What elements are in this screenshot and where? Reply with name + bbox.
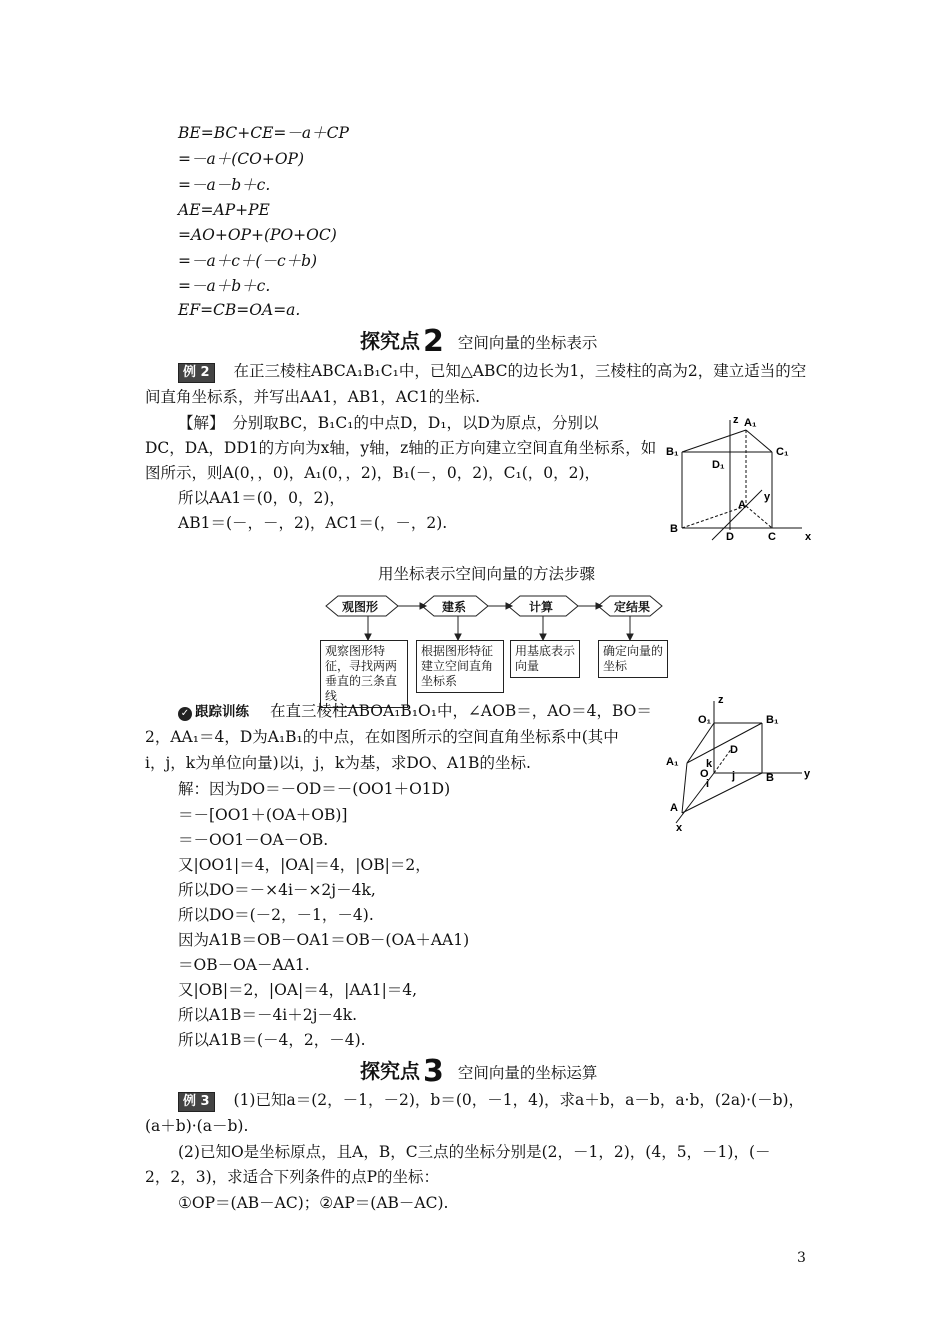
training-sol-11: 所以A1B＝(－4，2，－4). (178, 1031, 366, 1049)
fig2-label-d: D (726, 531, 734, 543)
training-sol-4: 又|OO1|＝4，|OA|＝4，|OB|＝2， (178, 856, 431, 874)
training-sol-10: 所以A1B＝－4i＋2j－4k. (178, 1006, 358, 1024)
training-sol-9: 又|OB|＝2，|OA|＝4，|AA1|＝4, (178, 981, 418, 999)
method-title: 用坐标表示空间向量的方法步骤 (378, 565, 596, 583)
section-2-number: 2 (423, 324, 444, 359)
example-3-line-5: ①OP＝(AB－AC)；②AP＝(AB－AC). (178, 1194, 449, 1212)
step-3: 计算 (529, 600, 554, 614)
section-2-title: 探究点 (360, 329, 420, 353)
example-2-text-1: 在正三棱柱ABCA₁B₁C₁中，已知△ABC的边长为1，三棱柱的高为2，建立适当的空 (233, 362, 807, 380)
section-3-title: 探究点 (360, 1059, 420, 1083)
fig3-label-o: O (700, 768, 709, 780)
fig2-label-c: C (768, 531, 776, 543)
fig3-label-j: j (732, 770, 736, 782)
derivation-line-7: =－a＋b＋c. (178, 277, 271, 295)
solution-2-line-3: 图所示，则A(0，，0)，A₁(0，，2)，B₁(－，0，2)，C₁(，0，2)， (145, 464, 601, 482)
training-line-3: i，j，k为单位向量)以i，j，k为基，求DO、A1B的坐标. (145, 754, 531, 772)
fig3-label-b: B (766, 772, 774, 784)
fig3-label-y: y (804, 768, 811, 780)
derivation-line-8: EF=CB=OA=a. (178, 301, 301, 319)
training-sol-7: 因为A1B＝OB－OA1＝OB－(OA＋AA1) (178, 931, 470, 949)
fig3-label-z: z (718, 694, 724, 706)
fig2-label-z: z (733, 414, 739, 426)
derivation-line-5: =AO+OP+(PO+OC) (178, 226, 337, 244)
solution-2-line-1: 【解】 分别取BC，B₁C₁的中点D，D₁，以D为原点，分别以 (178, 414, 599, 432)
fig2-label-b1: B₁ (666, 446, 679, 458)
fig2-label-c1: C₁ (776, 446, 789, 458)
solution-2-line-5: AB1＝(－，－，2)，AC1＝(，－，2). (178, 514, 448, 532)
prism-figure (662, 410, 817, 550)
step-1: 观图形 (342, 600, 379, 614)
training-sol-3: ＝－OO1－OA－OB. (178, 831, 329, 849)
fig3-label-d: D (730, 744, 738, 756)
section-3-header (360, 1054, 597, 1089)
training-sol-2: ＝－[OO1＋(OA＋OB)] (178, 806, 348, 824)
training-line-1 (178, 701, 652, 722)
training-line-2: 2，AA₁＝4，D为A₁B₁的中点，在如图所示的空间直角坐标系中(其中 (145, 728, 619, 746)
example-2-badge: 例 2 (178, 363, 215, 383)
training-sol-1: 解：因为DO＝－OD＝－(OO1＋O1D) (178, 780, 451, 798)
fig3-label-i: i (706, 778, 710, 790)
fig3-label-b1: B₁ (766, 714, 779, 726)
training-badge (178, 702, 249, 722)
detail-2: 根据图形特征建立空间直角坐标系 (416, 640, 504, 693)
derivation-line-2: =－a＋(CO+OP) (178, 150, 305, 168)
derivation-line-6: =－a＋c＋(－c＋b) (178, 252, 318, 270)
example-3-line-2: (a＋b)·(a－b). (145, 1117, 249, 1135)
fig2-label-d1: D₁ (712, 459, 725, 471)
solution-2-line-2: DC，DA，DD1的方向为x轴，y轴，z轴的正方向建立空间直角坐标系，如 (145, 439, 657, 457)
training-sol-8: ＝OB－OA－AA1. (178, 956, 310, 974)
fig2-label-a: A (738, 499, 746, 511)
fig2-label-y: y (764, 491, 771, 503)
fig2-label-a1: A₁ (744, 417, 757, 429)
training-text-1: 在直三棱柱ABOA₁B₁O₁中，∠AOB＝，AO＝4，BO＝ (269, 702, 652, 720)
fig3-label-a1: A₁ (666, 756, 679, 768)
fig2-label-x: x (805, 531, 812, 543)
fig3-label-o1: O₁ (698, 714, 712, 726)
example-3-line-3: (2)已知O是坐标原点，且A，B，C三点的坐标分别是(2，－1，2)，(4，5，－1)，(－ (178, 1143, 771, 1161)
section-2-header (360, 324, 597, 359)
detail-4: 确定向量的坐标 (598, 640, 668, 678)
section-2-subtitle: 空间向量的坐标表示 (457, 334, 598, 352)
derivation-line-4: AE=AP+PE (178, 201, 270, 219)
example-3-text-1: (1)已知a＝(2，－1，－2)，b＝(0，－1，4)，求a＋b，a－b，a·b，(2a)·(－b)， (233, 1091, 805, 1109)
example-3-line-4: 2，2，3)，求适合下列条件的点P的坐标： (145, 1168, 440, 1186)
section-3-subtitle: 空间向量的坐标运算 (457, 1064, 598, 1082)
training-sol-5: 所以DO＝－×4i－×2j－4k, (178, 881, 376, 899)
example-3-badge: 例 3 (178, 1092, 215, 1112)
derivation-line-3: =－a－b＋c. (178, 176, 271, 194)
detail-1: 观察图形特征，寻找两两垂直的三条直线 (320, 640, 408, 708)
step-2: 建系 (442, 600, 467, 614)
example-2-line-2: 间直角坐标系，并写出AA1，AB1，AC1的坐标. (145, 388, 481, 406)
example-3-line-1 (178, 1090, 804, 1112)
detail-3: 用基底表示向量 (510, 640, 580, 678)
check-icon: ✓ (178, 707, 192, 721)
example-2-line-1 (178, 361, 806, 383)
training-sol-6: 所以DO＝(－2，－1，－4). (178, 906, 374, 924)
solution-2-line-4: 所以AA1＝(0，0，2)， (178, 489, 345, 507)
training-badge-label: 跟踪训练 (195, 704, 249, 720)
section-3-number: 3 (423, 1054, 444, 1089)
fig3-label-a: A (670, 802, 678, 814)
derivation-line-1: BE=BC+CE=－a＋CP (178, 124, 349, 142)
step-4: 定结果 (614, 600, 651, 614)
fig3-label-x: x (676, 822, 683, 834)
triangular-prism-figure (662, 693, 822, 838)
fig2-label-b: B (670, 523, 678, 535)
page-number: 3 (797, 1250, 806, 1266)
fig3-label-k: k (706, 758, 713, 770)
